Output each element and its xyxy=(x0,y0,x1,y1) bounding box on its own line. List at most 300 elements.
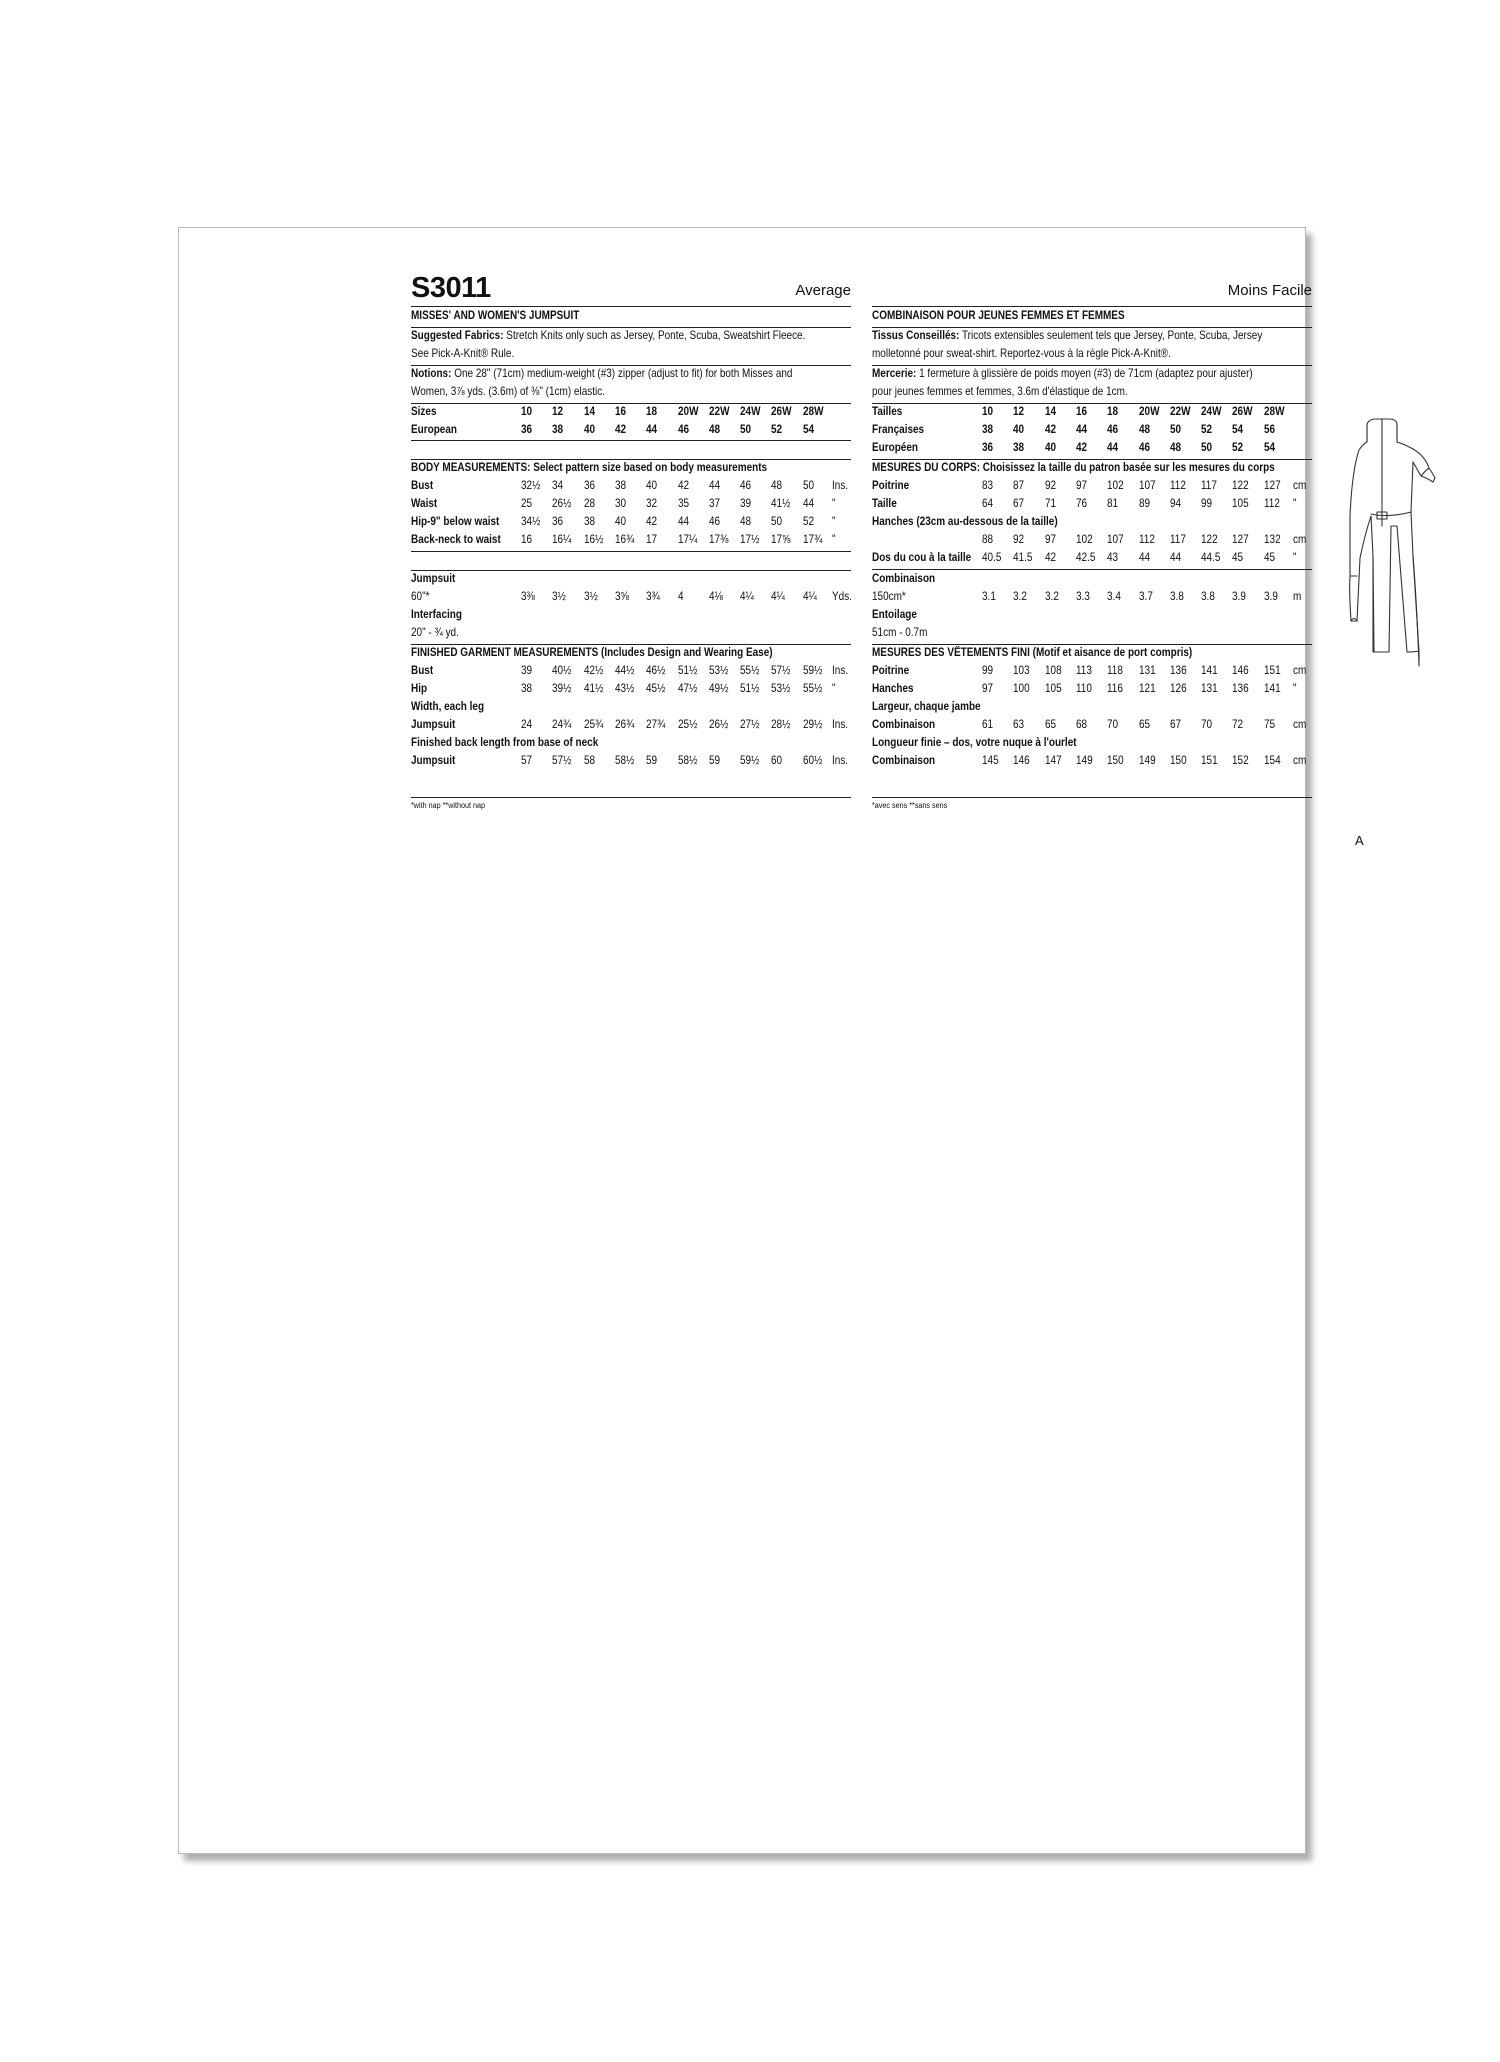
view-label: A xyxy=(1355,833,1364,848)
cell-value: 36 xyxy=(583,479,595,492)
cell-value: 81 xyxy=(1107,497,1119,510)
cell-value: 29½ xyxy=(802,718,823,731)
notions-text-2: Women, 3⅞ yds. (3.6m) of ⅜" (1cm) elastic. xyxy=(411,385,605,398)
cell-value: 28W xyxy=(1263,405,1285,418)
cell-value: 63 xyxy=(1013,718,1025,731)
cell-value: 3.4 xyxy=(1107,590,1122,603)
cell-value: 52 xyxy=(1201,423,1213,436)
cell-value: 12 xyxy=(1013,405,1025,418)
cell-value: 3.2 xyxy=(1013,590,1028,603)
cell-value: 38 xyxy=(521,682,533,695)
cell-value: 76 xyxy=(1075,497,1087,510)
cell-value: 53½ xyxy=(771,682,791,695)
cell-value: 152 xyxy=(1232,754,1250,767)
cell-value: 60½ xyxy=(802,754,823,767)
row-label: Combinaison xyxy=(872,718,936,731)
cell-value: 42 xyxy=(1044,423,1056,436)
cell-value: 102 xyxy=(1107,479,1124,492)
row-label: Poitrine xyxy=(872,664,910,677)
fabrics-text: Suggested Fabrics: Stretch Knits only such as Jersey, Ponte, Scuba, Sweatshirt Fleece. xyxy=(411,329,806,342)
unit-label: Ins. xyxy=(832,718,849,731)
cell-value: 58½ xyxy=(614,754,635,767)
cell-value: 60 xyxy=(771,754,783,767)
divider xyxy=(411,440,851,441)
cell-value: 40½ xyxy=(552,664,572,677)
cell-value: 28½ xyxy=(771,718,791,731)
row-label: 60"* xyxy=(411,590,430,603)
cell-value: 146 xyxy=(1013,754,1030,767)
cell-value: 27½ xyxy=(740,718,760,731)
cell-value: 26½ xyxy=(708,718,729,731)
cell-value: 4¼ xyxy=(740,590,754,603)
cell-value: 70 xyxy=(1107,718,1119,731)
cell-value: 131 xyxy=(1201,682,1218,695)
cell-value: 3.8 xyxy=(1169,590,1184,603)
unit-label: " xyxy=(832,515,836,528)
cell-value: 87 xyxy=(1013,479,1025,492)
row-label: Sizes xyxy=(411,405,437,418)
cell-value: 4¼ xyxy=(802,590,817,603)
unit-label: Ins. xyxy=(832,754,849,767)
row-label: Bust xyxy=(411,664,434,677)
cell-value: 149 xyxy=(1138,754,1156,767)
cell-value: 3.3 xyxy=(1075,590,1090,603)
garment-title: MISSES' AND WOMEN'S JUMPSUIT xyxy=(411,309,580,322)
entoilage-value: 51cm - 0.7m xyxy=(872,626,928,639)
cell-value: 37 xyxy=(708,497,720,510)
row-label: Back-neck to waist xyxy=(411,533,501,546)
cell-value: 107 xyxy=(1138,479,1156,492)
cell-value: 48 xyxy=(708,423,720,436)
cell-value: 141 xyxy=(1263,682,1281,695)
cell-value: 61 xyxy=(982,718,994,731)
cell-value: 53½ xyxy=(708,664,729,677)
cell-value: 45½ xyxy=(646,682,666,695)
notions-text: Notions: One 28" (71cm) medium-weight (#3) zipper (adjust to fit) for both Misses and xyxy=(411,367,793,380)
cell-value: 3.9 xyxy=(1263,590,1278,603)
unit-label: cm xyxy=(1293,664,1307,677)
cell-value: 10 xyxy=(521,405,533,418)
cell-value: 25½ xyxy=(677,718,697,731)
interfacing-label: Interfacing xyxy=(411,608,462,621)
cell-value: 38 xyxy=(614,479,626,492)
cell-value: 44 xyxy=(1075,423,1087,436)
cell-value: 50 xyxy=(1169,423,1181,436)
longueur-label: Longueur finie – dos, votre nuque à l'ourlet xyxy=(872,736,1077,749)
row-label: Hanches xyxy=(872,682,914,695)
cell-value: 44 xyxy=(646,423,658,436)
entoilage-label: Entoilage xyxy=(872,608,917,621)
interfacing-value: 20" - ¾ yd. xyxy=(411,626,459,639)
cell-value: 116 xyxy=(1107,682,1124,695)
cell-value: 46 xyxy=(1138,441,1150,454)
cell-value: 4⅛ xyxy=(708,590,723,603)
unit-label: " xyxy=(832,682,836,695)
header-en xyxy=(411,272,851,304)
cell-value: 56 xyxy=(1263,423,1275,436)
cell-value: 45 xyxy=(1232,551,1244,564)
notions-text-fr: Mercerie: 1 fermeture à glissière de poids moyen (#3) de 71cm (adaptez pour ajuster) xyxy=(872,367,1253,380)
cell-value: 17¾ xyxy=(802,533,823,546)
cell-value: 24W xyxy=(1201,405,1222,418)
row-label: Dos du cou à la taille xyxy=(872,551,972,564)
cell-value: 48 xyxy=(740,515,752,528)
european-row xyxy=(411,421,851,439)
cell-value: 24 xyxy=(521,718,533,731)
notions-text-fr-2: pour jeunes femmes et femmes, 3.6m d'élastique de 1cm. xyxy=(872,385,1128,398)
fabrics-text-fr: Tissus Conseillés: Tricots extensibles seulement tels que Jersey, Ponte, Scuba, Jersey xyxy=(872,329,1263,342)
cell-value: 36 xyxy=(982,441,994,454)
row-label: Européen xyxy=(872,441,918,454)
unit-label: " xyxy=(1293,551,1297,564)
cell-value: 146 xyxy=(1232,664,1250,677)
cell-value: 50 xyxy=(802,479,814,492)
cell-value: 48 xyxy=(1138,423,1150,436)
difficulty-level: Average xyxy=(795,282,851,299)
cell-value: 17 xyxy=(646,533,658,546)
cell-value: 32 xyxy=(646,497,658,510)
cell-value: 44 xyxy=(1169,551,1181,564)
cell-value: 70 xyxy=(1201,718,1213,731)
cell-value: 75 xyxy=(1263,718,1275,731)
row-label: Jumpsuit xyxy=(411,718,456,731)
cell-value: 4 xyxy=(677,590,684,603)
cell-value: 44 xyxy=(708,479,720,492)
cell-value: 58½ xyxy=(677,754,697,767)
cell-value: 88 xyxy=(982,533,994,546)
cell-value: 17¼ xyxy=(677,533,697,546)
cell-value: 16¾ xyxy=(614,533,635,546)
cell-value: 44½ xyxy=(614,664,635,677)
cell-value: 141 xyxy=(1201,664,1218,677)
cell-value: 57½ xyxy=(552,754,572,767)
divider xyxy=(411,551,851,552)
cell-value: 68 xyxy=(1075,718,1087,731)
cell-value: 67 xyxy=(1169,718,1181,731)
cell-value: 30 xyxy=(614,497,626,510)
cell-value: 118 xyxy=(1107,664,1124,677)
cell-value: 24¾ xyxy=(552,718,572,731)
cell-value: 43 xyxy=(1107,551,1119,564)
cell-value: 150 xyxy=(1169,754,1187,767)
cell-value: 59½ xyxy=(740,754,760,767)
cell-value: 40 xyxy=(583,423,595,436)
garment-title-fr: COMBINAISON POUR JEUNES FEMMES ET FEMMES xyxy=(872,309,1125,322)
cell-value: 46½ xyxy=(646,664,666,677)
cell-value: 4¼ xyxy=(771,590,786,603)
cell-value: 17⅜ xyxy=(708,533,729,546)
row-label: Hip-9" below waist xyxy=(411,515,500,528)
cell-value: 103 xyxy=(1013,664,1030,677)
cell-value: 65 xyxy=(1044,718,1056,731)
cell-value: 107 xyxy=(1107,533,1124,546)
cell-value: 112 xyxy=(1138,533,1155,546)
unit-label: " xyxy=(832,533,836,546)
row-label: 150cm* xyxy=(872,590,906,603)
cell-value: 17⅝ xyxy=(771,533,791,546)
cell-value: 54 xyxy=(1263,441,1275,454)
cell-value: 25¾ xyxy=(583,718,604,731)
cell-value: 67 xyxy=(1013,497,1025,510)
divider xyxy=(872,569,1312,570)
cell-value: 71 xyxy=(1044,497,1056,510)
cell-value: 58 xyxy=(583,754,595,767)
cell-value: 38 xyxy=(982,423,994,436)
cell-value: 42 xyxy=(614,423,626,436)
cell-value: 100 xyxy=(1013,682,1030,695)
unit-label: cm xyxy=(1293,754,1307,767)
cell-value: 59 xyxy=(708,754,720,767)
cell-value: 97 xyxy=(1044,533,1056,546)
cell-value: 44 xyxy=(1138,551,1150,564)
unit-label: Yds. xyxy=(832,590,852,603)
cell-value: 126 xyxy=(1169,682,1187,695)
unit-label: cm xyxy=(1293,533,1307,546)
cell-value: 39 xyxy=(521,664,533,677)
cell-value: 51½ xyxy=(677,664,697,677)
width-label: Width, each leg xyxy=(411,700,485,713)
cell-value: 113 xyxy=(1075,664,1092,677)
row-label: Combinaison xyxy=(872,754,936,767)
unit-label: cm xyxy=(1293,479,1307,492)
pattern-envelope-back xyxy=(178,227,1364,1854)
cell-value: 16 xyxy=(521,533,533,546)
cell-value: 44 xyxy=(677,515,689,528)
row-label: Bust xyxy=(411,479,434,492)
yardage-view-label: Jumpsuit xyxy=(411,572,456,585)
cell-value: 16 xyxy=(614,405,626,418)
cell-value: 83 xyxy=(982,479,994,492)
cell-value: 46 xyxy=(1107,423,1119,436)
cell-value: 42.5 xyxy=(1075,551,1096,564)
cell-value: 25 xyxy=(521,497,533,510)
pattern-number: S3011 xyxy=(411,272,491,304)
cell-value: 22W xyxy=(1169,405,1191,418)
cell-value: 99 xyxy=(982,664,994,677)
cell-value: 51½ xyxy=(740,682,760,695)
cell-value: 150 xyxy=(1107,754,1124,767)
combinaison-label: Combinaison xyxy=(872,572,936,585)
cell-value: 151 xyxy=(1263,664,1281,677)
cell-value: 39½ xyxy=(552,682,572,695)
cell-value: 54 xyxy=(1232,423,1244,436)
cell-value: 40.5 xyxy=(982,551,1002,564)
cell-value: 12 xyxy=(552,405,564,418)
cell-value: 17½ xyxy=(740,533,760,546)
cell-value: 48 xyxy=(1169,441,1181,454)
cell-value: 34½ xyxy=(521,515,541,528)
cell-value: 3.9 xyxy=(1232,590,1247,603)
cell-value: 110 xyxy=(1075,682,1092,695)
cell-value: 24W xyxy=(740,405,761,418)
row-label: Jumpsuit xyxy=(411,754,456,767)
header-fr xyxy=(872,272,1312,304)
jumpsuit-back-view-sketch-icon xyxy=(1329,416,1441,846)
cell-value: 99 xyxy=(1201,497,1213,510)
cell-value: 28W xyxy=(802,405,824,418)
cell-value: 57 xyxy=(521,754,533,767)
cell-value: 55½ xyxy=(740,664,760,677)
cell-value: 46 xyxy=(740,479,752,492)
sizes-row xyxy=(411,403,851,421)
cell-value: 65 xyxy=(1138,718,1150,731)
unit-label: cm xyxy=(1293,718,1307,731)
cell-value: 59 xyxy=(646,754,658,767)
cell-value: 42 xyxy=(1044,551,1056,564)
cell-value: 48 xyxy=(771,479,783,492)
finished-measurements-heading-fr: MESURES DES VÊTEMENTS FINI (Motif et aisance de port compris) xyxy=(872,646,1193,659)
hanches-label: Hanches (23cm au-dessous de la taille) xyxy=(872,515,1058,528)
fabrics-text-fr-2: molletonné pour sweat-shirt. Reportez-vous à la règle Pick-A-Knit®. xyxy=(872,347,1171,360)
row-label: Poitrine xyxy=(872,479,910,492)
cell-value: 46 xyxy=(708,515,720,528)
cell-value: 20W xyxy=(1138,405,1160,418)
cell-value: 49½ xyxy=(708,682,729,695)
cell-value: 3⅝ xyxy=(614,590,629,603)
cell-value: 117 xyxy=(1169,533,1186,546)
cell-value: 46 xyxy=(677,423,689,436)
cell-value: 34 xyxy=(552,479,564,492)
cell-value: 105 xyxy=(1044,682,1062,695)
divider xyxy=(411,570,851,571)
cell-value: 105 xyxy=(1232,497,1250,510)
cell-value: 108 xyxy=(1044,664,1062,677)
cell-value: 112 xyxy=(1169,479,1186,492)
cell-value: 35 xyxy=(677,497,689,510)
cell-value: 42½ xyxy=(583,664,604,677)
cell-value: 94 xyxy=(1169,497,1181,510)
cell-value: 154 xyxy=(1263,754,1281,767)
cell-value: 43½ xyxy=(614,682,635,695)
body-measurements-heading: BODY MEASUREMENTS: Select pattern size based on body measurements xyxy=(411,461,768,474)
row-label: Hip xyxy=(411,682,428,695)
cell-value: 36 xyxy=(521,423,533,436)
cell-value: 54 xyxy=(802,423,814,436)
cell-value: 16½ xyxy=(583,533,604,546)
cell-value: 3½ xyxy=(583,590,598,603)
cell-value: 3.8 xyxy=(1201,590,1215,603)
cell-value: 55½ xyxy=(802,682,823,695)
cell-value: 3.1 xyxy=(982,590,996,603)
cell-value: 145 xyxy=(982,754,999,767)
cell-value: 14 xyxy=(583,405,595,418)
cell-value: 40 xyxy=(646,479,658,492)
footnote-fr: *avec sens **sans sens xyxy=(872,801,948,810)
cell-value: 42 xyxy=(646,515,658,528)
cell-value: 127 xyxy=(1232,533,1250,546)
cell-value: 20W xyxy=(677,405,699,418)
cell-value: 40 xyxy=(1013,423,1025,436)
cell-value: 149 xyxy=(1075,754,1093,767)
cell-value: 26W xyxy=(771,405,792,418)
cell-value: 102 xyxy=(1075,533,1093,546)
cell-value: 64 xyxy=(982,497,994,510)
cell-value: 50 xyxy=(740,423,752,436)
cell-value: 52 xyxy=(771,423,783,436)
cell-value: 131 xyxy=(1138,664,1156,677)
cell-value: 97 xyxy=(982,682,994,695)
cell-value: 32½ xyxy=(521,479,541,492)
unit-label: Ins. xyxy=(832,664,849,677)
cell-value: 40 xyxy=(1044,441,1056,454)
cell-value: 112 xyxy=(1263,497,1280,510)
cell-value: 45 xyxy=(1263,551,1275,564)
row-label: Waist xyxy=(411,497,438,510)
cell-value: 26½ xyxy=(552,497,572,510)
cell-value: 14 xyxy=(1044,405,1056,418)
row-label: European xyxy=(411,423,457,436)
cell-value: 3⅜ xyxy=(521,590,535,603)
cell-value: 121 xyxy=(1138,682,1156,695)
cell-value: 44.5 xyxy=(1201,551,1221,564)
cell-value: 122 xyxy=(1232,479,1250,492)
cell-value: 36 xyxy=(552,515,564,528)
cell-value: 44 xyxy=(1107,441,1119,454)
cell-value: 26W xyxy=(1232,405,1253,418)
cell-value: 52 xyxy=(802,515,814,528)
cell-value: 28 xyxy=(583,497,595,510)
cell-value: 27¾ xyxy=(646,718,666,731)
unit-label: Ins. xyxy=(832,479,849,492)
cell-value: 18 xyxy=(1107,405,1119,418)
cell-value: 47½ xyxy=(677,682,697,695)
cell-value: 127 xyxy=(1263,479,1281,492)
cell-value: 136 xyxy=(1232,682,1250,695)
difficulty-level-fr: Moins Facile xyxy=(1227,282,1312,299)
cell-value: 50 xyxy=(1201,441,1213,454)
cell-value: 40 xyxy=(614,515,626,528)
cell-value: 39 xyxy=(740,497,752,510)
cell-value: 3½ xyxy=(552,590,567,603)
cell-value: 50 xyxy=(771,515,783,528)
cell-value: 41½ xyxy=(771,497,791,510)
cell-value: 3¾ xyxy=(646,590,661,603)
unit-label: " xyxy=(1293,497,1297,510)
cell-value: 38 xyxy=(583,515,595,528)
cell-value: 117 xyxy=(1201,479,1217,492)
cell-value: 3.7 xyxy=(1138,590,1153,603)
cell-value: 18 xyxy=(646,405,658,418)
cell-value: 52 xyxy=(1232,441,1244,454)
finished-measurements-heading: FINISHED GARMENT MEASUREMENTS (Includes Design and Wearing Ease) xyxy=(411,646,773,659)
divider xyxy=(872,797,1312,798)
cell-value: 3.2 xyxy=(1044,590,1059,603)
cell-value: 151 xyxy=(1201,754,1218,767)
cell-value: 42 xyxy=(1075,441,1087,454)
cell-value: 72 xyxy=(1232,718,1244,731)
largeur-label: Largeur, chaque jambe xyxy=(872,700,981,713)
divider xyxy=(411,797,851,798)
cell-value: 44 xyxy=(802,497,814,510)
unit-label: " xyxy=(832,497,836,510)
cell-value: 136 xyxy=(1169,664,1187,677)
cell-value: 122 xyxy=(1201,533,1218,546)
cell-value: 26¾ xyxy=(614,718,635,731)
cell-value: 92 xyxy=(1044,479,1056,492)
cell-value: 10 xyxy=(982,405,994,418)
cell-value: 132 xyxy=(1263,533,1281,546)
cell-value: 97 xyxy=(1075,479,1087,492)
fabrics-text-2: See Pick-A-Knit® Rule. xyxy=(411,347,515,360)
cell-value: 42 xyxy=(677,479,689,492)
cell-value: 16¼ xyxy=(552,533,572,546)
cell-value: 147 xyxy=(1044,754,1062,767)
footnote-en: *with nap **without nap xyxy=(411,801,486,810)
cell-value: 38 xyxy=(552,423,564,436)
row-label: Taille xyxy=(872,497,897,510)
cell-value: 22W xyxy=(708,405,730,418)
row-label: Françaises xyxy=(872,423,925,436)
